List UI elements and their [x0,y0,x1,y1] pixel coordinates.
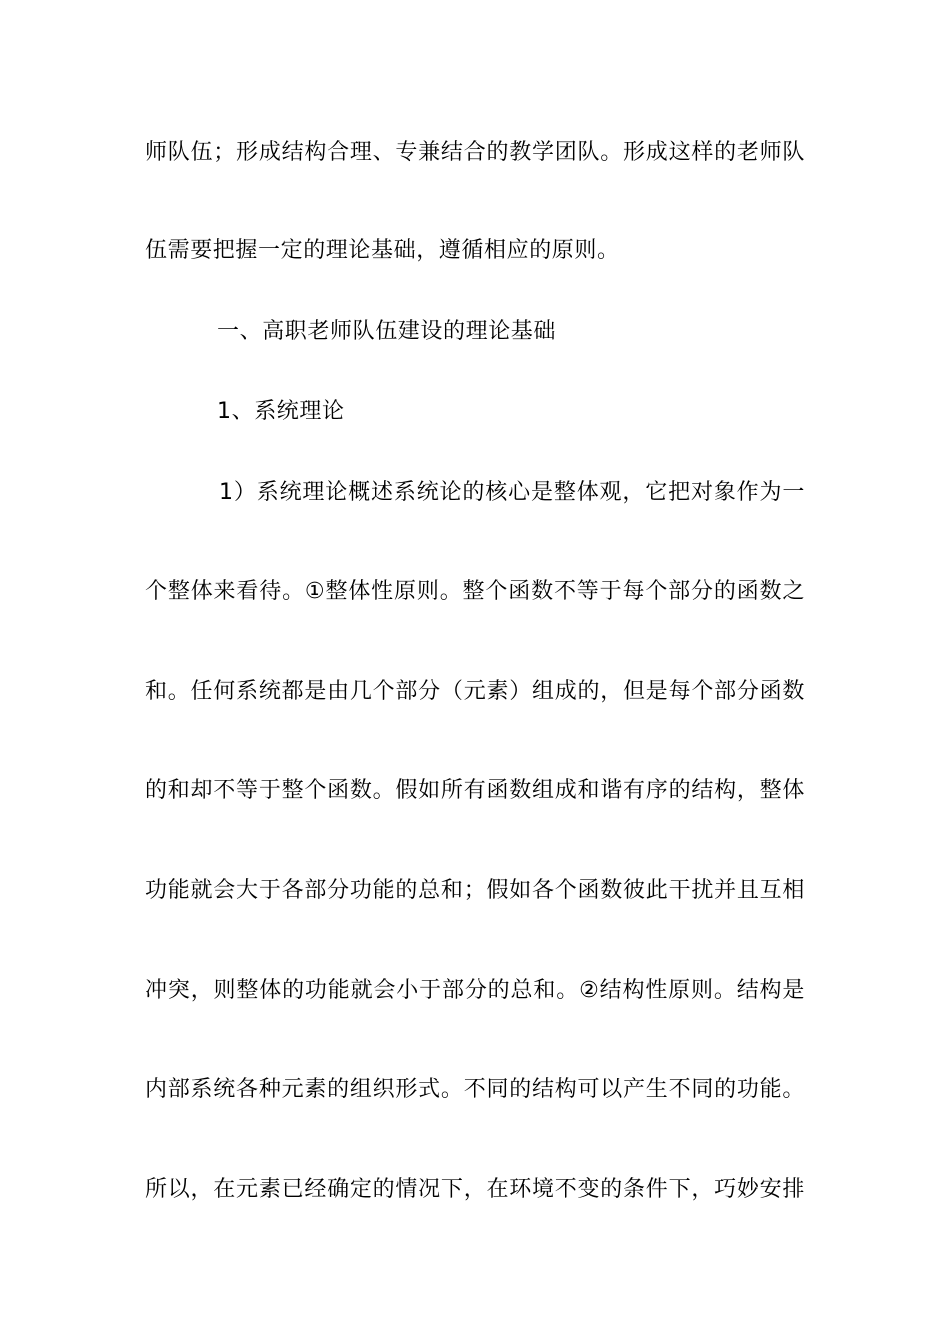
subsection-heading: 1、系统理论 [217,399,345,424]
body-text-line: 师队伍；形成结构合理、专兼结合的教学团队。形成这样的老师队 [145,140,805,165]
body-text-line: 内部系统各种元素的组织形式。不同的结构可以产生不同的功能。 [145,1077,805,1102]
body-text-line: 和。任何系统都是由几个部分（元素）组成的，但是每个部分函数 [145,679,805,704]
body-text-line: 1）系统理论概述系统论的核心是整体观，它把对象作为一 [219,480,805,505]
body-text-line: 功能就会大于各部分功能的总和；假如各个函数彼此干扰并且互相 [145,878,805,903]
section-heading: 一、高职老师队伍建设的理论基础 [217,319,557,344]
body-text-line: 伍需要把握一定的理论基础，遵循相应的原则。 [145,238,620,263]
body-text-line: 冲突，则整体的功能就会小于部分的总和。②结构性原则。结构是 [145,978,805,1003]
body-text-line: 个整体来看待。①整体性原则。整个函数不等于每个部分的函数之 [145,579,805,604]
body-text-line: 的和却不等于整个函数。假如所有函数组成和谐有序的结构，整体 [145,778,805,803]
body-text-line: 所以，在元素已经确定的情况下，在环境不变的条件下，巧妙安排 [145,1177,805,1202]
